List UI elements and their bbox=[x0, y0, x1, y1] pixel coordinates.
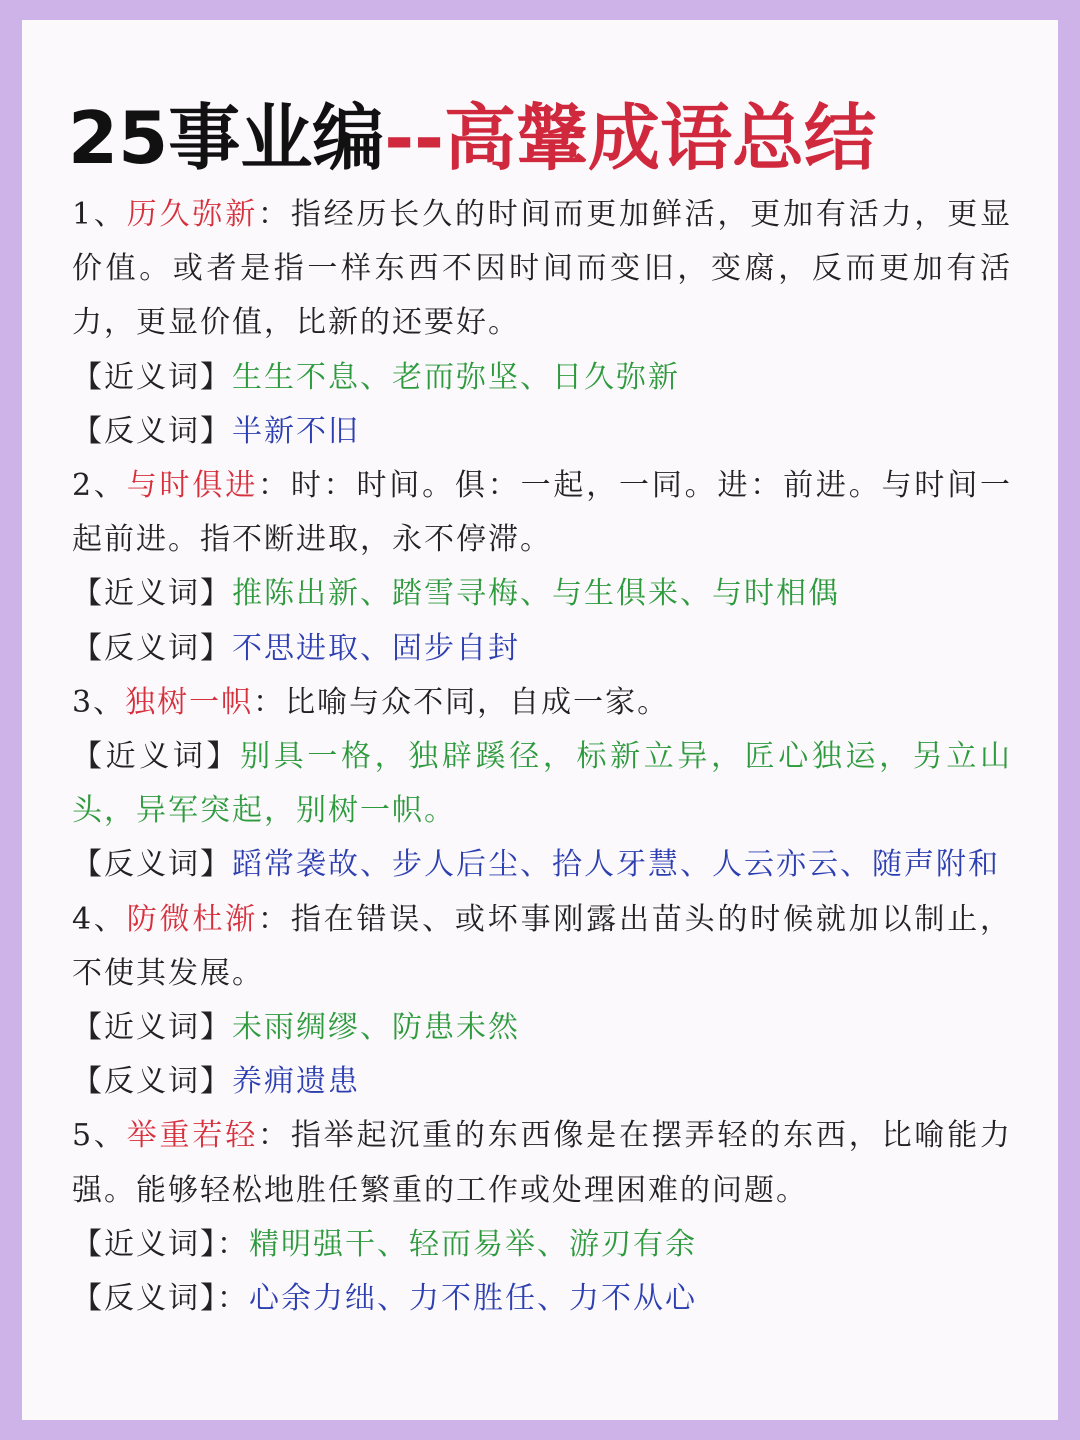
antonyms-label: 【反义词】 bbox=[72, 630, 232, 666]
antonyms-label: 【反义词】 bbox=[72, 847, 232, 883]
synonyms-row bbox=[72, 730, 1012, 838]
idiom-list bbox=[72, 188, 1012, 1326]
antonyms-label: 【反义词】： bbox=[72, 1281, 249, 1317]
entry-number: 3、 bbox=[72, 684, 126, 720]
antonyms-label: 【反义词】 bbox=[72, 413, 232, 449]
synonyms-row bbox=[72, 351, 1012, 405]
idiom-colon: ： bbox=[258, 1118, 291, 1154]
entry-number: 2、 bbox=[72, 468, 127, 504]
idiom-colon: ： bbox=[258, 901, 291, 937]
title-suffix: --高鞶成语总结 bbox=[384, 96, 876, 180]
note-card bbox=[22, 20, 1058, 1420]
page-title bbox=[68, 88, 876, 188]
idiom-name: 独树一帜 bbox=[125, 684, 254, 720]
synonyms-text: 推陈出新、踏雪寻梅、与生俱来、与时相偶 bbox=[232, 576, 840, 612]
antonyms-text: 半新不旧 bbox=[232, 413, 360, 449]
idiom-definition: 指经历长久的时间而更加鲜活，更加有活力，更显价值。或者是指一样东西不因时间而变旧，变腐，反而更加有活力，更显价值，比新的还要好。 bbox=[72, 197, 1013, 341]
antonyms-text: 心余力绌、力不胜任、力不从心 bbox=[249, 1281, 697, 1317]
idiom-definition: 指在错误、或坏事刚露出苗头的时候就加以制止，不使其发展。 bbox=[72, 901, 1013, 991]
idiom-colon: ： bbox=[258, 197, 291, 232]
synonyms-label: 【近义词】 bbox=[72, 739, 241, 775]
synonyms-text: 别具一格，独辟蹊径，标新立异，匠心独运，另立山头，异军突起，别树一帜。 bbox=[72, 739, 1013, 829]
idiom-colon: ： bbox=[258, 468, 291, 504]
synonyms-text: 精明强干、轻而易举、游刃有余 bbox=[249, 1226, 697, 1262]
idiom-name: 举重若轻 bbox=[126, 1118, 259, 1154]
idiom-definition: 时：时间。俱：一起，一同。进：前进。与时间一起前进。指不断进取，永不停滞。 bbox=[72, 468, 1013, 558]
entry-definition bbox=[72, 459, 1012, 567]
entry-definition bbox=[72, 676, 1012, 730]
synonyms-text: 生生不息、老而弥坚、日久弥新 bbox=[232, 359, 680, 395]
idiom-name: 与时俱进 bbox=[126, 468, 259, 504]
antonyms-label: 【反义词】 bbox=[72, 1064, 232, 1100]
idiom-name: 历久弥新 bbox=[126, 197, 259, 232]
synonyms-row bbox=[72, 567, 1012, 621]
synonyms-label: 【近义词】： bbox=[72, 1226, 249, 1262]
synonyms-row bbox=[72, 1218, 1012, 1272]
idiom-definition: 比喻与众不同，自成一家。 bbox=[285, 684, 670, 720]
idiom-colon: ： bbox=[253, 684, 286, 720]
idiom-name: 防微杜渐 bbox=[126, 901, 259, 937]
entry-number: 1、 bbox=[72, 197, 127, 232]
synonyms-label: 【近义词】 bbox=[72, 1010, 232, 1046]
entry-number: 4、 bbox=[72, 901, 127, 937]
antonyms-text: 养痈遗患 bbox=[232, 1064, 360, 1100]
antonyms-row bbox=[72, 405, 1012, 459]
synonyms-row bbox=[72, 1001, 1012, 1055]
antonyms-row bbox=[72, 838, 1012, 892]
antonyms-row bbox=[72, 1272, 1012, 1326]
synonyms-text: 未雨绸缪、防患未然 bbox=[232, 1010, 520, 1046]
synonyms-label: 【近义词】 bbox=[72, 359, 232, 395]
entry-number: 5、 bbox=[72, 1118, 127, 1154]
idiom-definition: 指举起沉重的东西像是在摆弄轻的东西，比喻能力强。能够轻松地胜任繁重的工作或处理困难的问题。 bbox=[72, 1118, 1013, 1208]
title-prefix: 25事业编 bbox=[68, 96, 385, 180]
antonyms-text: 蹈常袭故、步人后尘、拾人牙慧、人云亦云、随声附和 bbox=[232, 847, 1000, 883]
antonyms-row bbox=[72, 1055, 1012, 1109]
entry-definition bbox=[72, 1109, 1012, 1217]
entry-definition bbox=[72, 188, 1012, 351]
synonyms-label: 【近义词】 bbox=[72, 576, 232, 612]
antonyms-row bbox=[72, 622, 1012, 676]
antonyms-text: 不思进取、固步自封 bbox=[232, 630, 520, 666]
entry-definition bbox=[72, 893, 1012, 1001]
